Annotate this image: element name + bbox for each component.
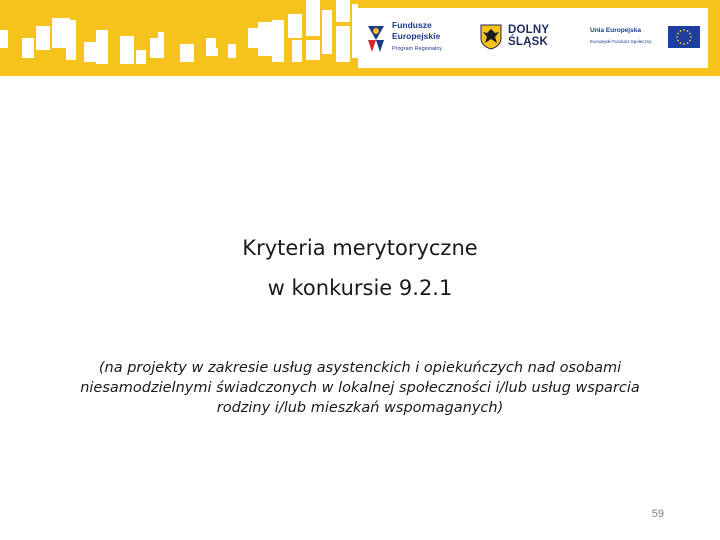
slide-subtitle: (na projekty w zakresie usług asystenckich i opiekuńczych nad osobami niesamodzielnymi świadczonych w lokalnej społeczności i/lub usług wsparcia rodziny i/lub mieszkań wspomaganych) — [80, 360, 640, 416]
region-logo-line1: DOLNY — [508, 24, 550, 36]
header-banner — [0, 0, 720, 76]
european-funds-star-icon — [364, 22, 388, 56]
lower-silesia-logo — [480, 22, 570, 62]
lower-silesia-eagle-crest-icon — [480, 24, 502, 50]
eu-logo-line1: Unia Europejska — [590, 27, 641, 34]
logos-panel — [358, 8, 708, 68]
slide-title — [0, 228, 720, 308]
funds-logo-line1: Fundusze — [392, 20, 432, 30]
region-logo-line2: ŚLĄSK — [508, 36, 548, 48]
eu-flag-icon — [668, 26, 700, 48]
funds-logo-line3: Program Regionalny — [392, 46, 443, 52]
page-number: 59 — [651, 508, 664, 520]
european-funds-logo — [364, 20, 474, 60]
funds-logo-line2: Europejskie — [392, 31, 441, 41]
decorative-pattern — [0, 0, 360, 76]
slide-title-line2: w konkursie 9.2.1 — [267, 276, 453, 300]
slide-title-line1: Kryteria merytoryczne — [242, 236, 478, 260]
eu-logo — [590, 26, 705, 56]
eu-logo-line2: Europejski Fundusz Społeczny — [590, 39, 652, 44]
